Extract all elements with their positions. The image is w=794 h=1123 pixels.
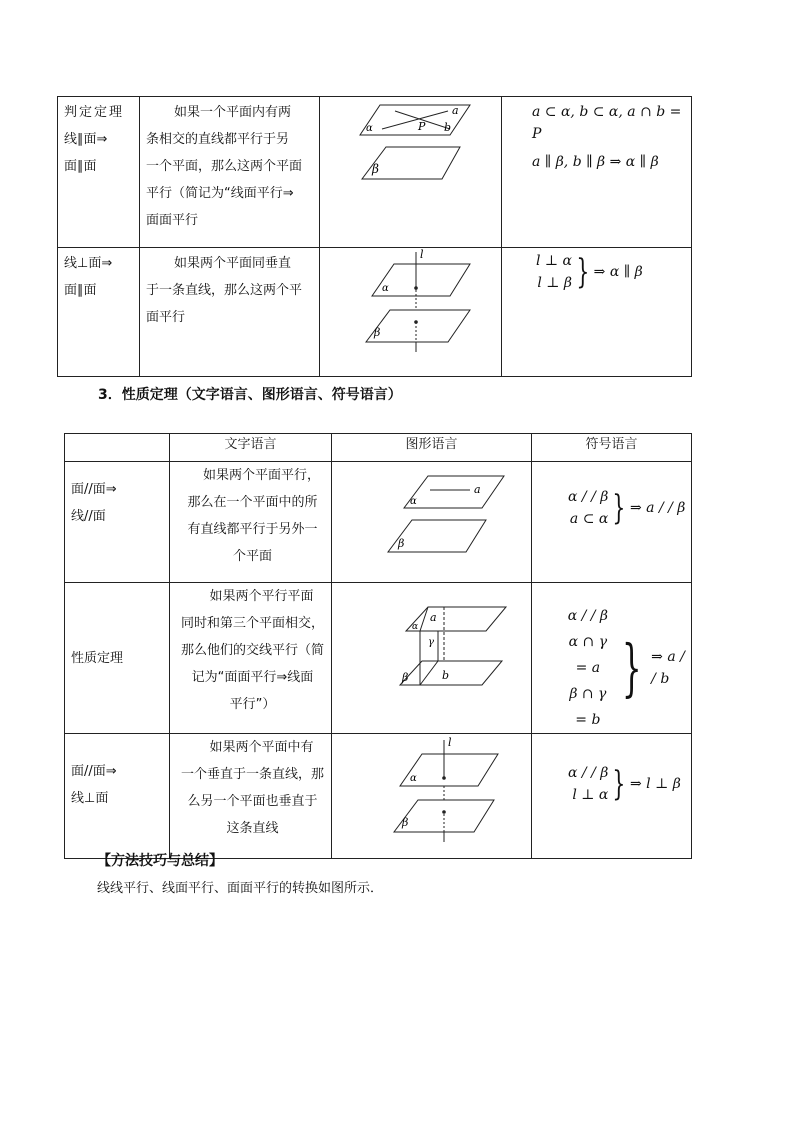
text-line: 个平面 (232, 549, 272, 564)
label-beta: β (372, 162, 379, 176)
text-line: 那么他们的交线平行（简 (180, 643, 324, 658)
table-row (58, 248, 692, 377)
row-text-cell (140, 97, 320, 248)
plane-beta (366, 310, 470, 342)
criterion-table (57, 96, 692, 377)
text-line: 一个垂直于一条直线，那 (180, 767, 324, 782)
text-line: 平行”） (229, 697, 276, 712)
gamma-edge-bottom (420, 661, 438, 685)
label-gamma: γ (428, 637, 434, 648)
label-beta: β (374, 326, 381, 339)
header-cell: 文字语言 (170, 434, 332, 462)
row-symbol-cell (502, 248, 692, 377)
brace-icon: } (612, 764, 626, 804)
table-row (65, 734, 692, 859)
row-figure-cell (332, 734, 532, 859)
property-table (64, 433, 692, 859)
label-beta: β (398, 537, 405, 550)
section-title: 3．性质定理（文字语言、图形语言、符号语言） (98, 387, 402, 403)
table-row (65, 583, 692, 734)
row-figure-cell (320, 248, 502, 377)
text-line: 记为“面面平行⇒线面 (191, 670, 314, 685)
label-b: b (442, 669, 450, 682)
row-name-line: 线∥面⇒ (64, 132, 108, 147)
perpendicular-planes-figure (332, 734, 530, 848)
intersection-point (414, 286, 418, 290)
label-alpha: α (410, 496, 417, 507)
row-figure-cell (332, 462, 532, 583)
label-alpha: α (410, 773, 417, 784)
label-a: a (430, 611, 437, 624)
text-line: 如果两个平面中有 (209, 740, 314, 755)
row-figure-cell (332, 583, 532, 734)
brace-icon: } (621, 631, 642, 704)
row-text-cell (170, 462, 332, 583)
row-name-cell (65, 462, 170, 583)
row-name-line: 判定定理 (64, 105, 125, 120)
row-name-line: 线//面 (71, 509, 106, 524)
text-line: 平行（简记为“线面平行⇒ (146, 186, 294, 201)
symbol-line: l ⊥ α (572, 787, 609, 803)
two-planes-figure (320, 97, 500, 237)
table-header-row (65, 434, 692, 462)
label-l: l (420, 248, 424, 261)
text-line: 如果两个平行平面 (209, 589, 314, 604)
table-row (58, 97, 692, 248)
row-name-line: 面//面⇒ (71, 482, 117, 497)
symbol-line: β ∩ γ = b (569, 686, 607, 728)
text-line: 如果两个平面平行， (202, 468, 320, 483)
symbol-line: α ∩ γ = a (568, 634, 608, 676)
intersection-point (442, 810, 446, 814)
intersection-point (414, 320, 418, 324)
text-line: 面面平行 (146, 213, 199, 228)
symbol-line: α / / β (568, 765, 609, 781)
label-a: a (452, 104, 459, 117)
text-line: 如果两个平面同垂直 (174, 256, 292, 271)
label-alpha: α (366, 123, 373, 134)
row-symbol-cell (532, 462, 692, 583)
symbol-line: a ⊂ α (569, 511, 609, 527)
label-beta: β (402, 671, 409, 684)
row-name-cell (65, 734, 170, 859)
label-alpha: α (412, 622, 419, 632)
intersecting-planes-figure (332, 583, 530, 719)
row-text-cell (170, 583, 332, 734)
symbol-line: a ⊂ α, b ⊂ α, a ∩ b = P (532, 104, 682, 142)
row-name-line: 线⊥面⇒ (64, 256, 113, 271)
text-line: 于一条直线，那么这两个平 (146, 283, 303, 298)
symbol-result: ⇒ a / / b (651, 649, 685, 687)
row-text-cell (170, 734, 332, 859)
row-symbol-cell (532, 583, 692, 734)
text-line: 一个平面，那么这两个平面 (146, 159, 303, 174)
parallel-planes-figure (332, 462, 530, 572)
symbol-result: ⇒ l ⊥ β (629, 776, 681, 792)
row-name-cell (65, 583, 170, 734)
row-name-line: 面∥面 (64, 159, 97, 174)
plane-beta (400, 661, 502, 685)
text-line: 那么在一个平面中的所 (187, 495, 318, 510)
line-a (382, 111, 448, 129)
symbol-line: a ∥ β, b ∥ β ⇒ α ∥ β (532, 154, 659, 170)
brace-icon: } (612, 488, 626, 528)
row-name-line: 面∥面 (64, 283, 97, 298)
header-cell: 符号语言 (532, 434, 692, 462)
text-line: 有直线都平行于另外一 (187, 522, 318, 537)
summary-text: 线线平行、线面平行、面面平行的转换如图所示． (97, 881, 384, 896)
symbol-line: l ⊥ α (536, 253, 572, 269)
symbol-line: l ⊥ β (537, 275, 572, 291)
row-name-line: 面//面⇒ (71, 764, 117, 779)
row-symbol-cell (502, 97, 692, 248)
symbol-result: ⇒ α ∥ β (593, 264, 643, 280)
text-line: 这条直线 (226, 821, 279, 836)
text-line: 条相交的直线都平行于另 (146, 132, 290, 147)
row-name-line: 性质定理 (71, 650, 124, 666)
text-line: 么另一个平面也垂直于 (187, 794, 318, 809)
row-text-cell (140, 248, 320, 377)
text-line: 同时和第三个平面相交， (180, 616, 324, 631)
symbol-line: α / / β (568, 489, 609, 505)
header-cell (65, 434, 170, 462)
label-beta: β (402, 816, 409, 829)
intersection-point (442, 776, 446, 780)
perpendicular-planes-figure (320, 248, 500, 366)
row-name-cell (58, 97, 140, 248)
symbol-line: α / / β (567, 608, 609, 624)
brace-icon: } (576, 252, 590, 292)
label-P: P (418, 120, 426, 133)
label-b: b (444, 121, 452, 134)
row-figure-cell (320, 97, 502, 248)
row-name-line: 线⊥面 (71, 791, 109, 806)
row-name-cell (58, 248, 140, 377)
header-cell: 图形语言 (332, 434, 532, 462)
text-line: 如果一个平面内有两 (174, 105, 292, 120)
plane-alpha (404, 476, 504, 508)
summary-title: 【方法技巧与总结】 (97, 853, 223, 869)
row-symbol-cell (532, 734, 692, 859)
label-alpha: α (382, 283, 389, 294)
label-l: l (448, 736, 452, 749)
text-line: 面平行 (146, 310, 186, 325)
label-a: a (474, 483, 481, 496)
table-row (65, 462, 692, 583)
symbol-result: ⇒ a / / β (629, 500, 686, 516)
